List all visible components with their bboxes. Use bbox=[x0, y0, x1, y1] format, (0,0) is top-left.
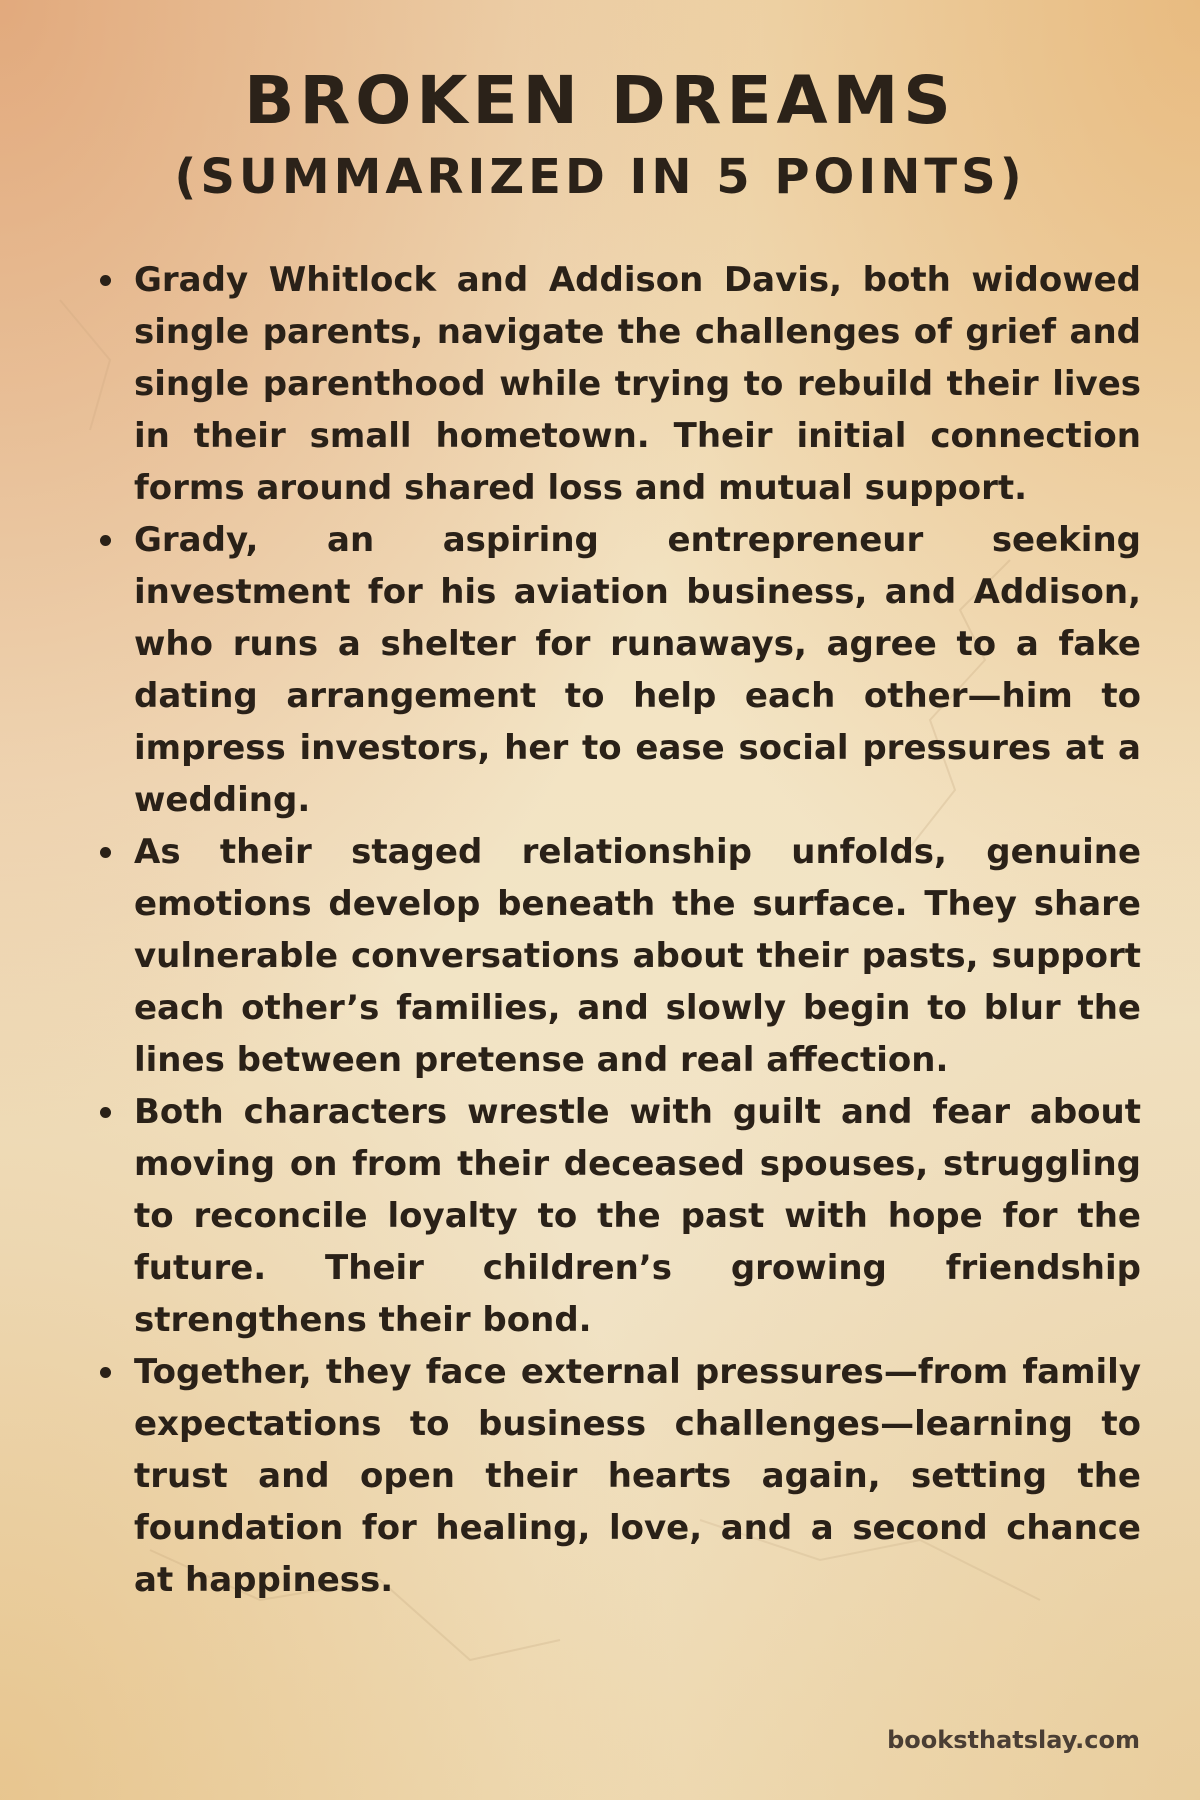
summary-point-text: As their staged relationship unfolds, genuine emotions develop beneath the surface. They share vulnerable conversations about their pasts, support each other’s families, and slowly begin to blur the lines between pretense and real affection. bbox=[134, 832, 1141, 1080]
summary-point-text: Both characters wrestle with guilt and fear about moving on from their deceased spouses, struggling to reconcile loyalty to the past with hope for the future. Their children’s growing friendship strengthens their bond. bbox=[134, 1092, 1141, 1340]
title-block bbox=[0, 58, 1200, 210]
bullet-icon bbox=[100, 1107, 111, 1118]
page-title: BROKEN DREAMS bbox=[244, 62, 956, 139]
bullet-icon bbox=[100, 275, 111, 286]
summary-point-text: Grady, an aspiring entrepreneur seeking investment for his aviation business, and Addison, who runs a shelter for runaways, agree to a fake dating arrangement to help each other—him to impress investors, her to ease social pressures at a wedding. bbox=[134, 520, 1141, 820]
summary-point-1 bbox=[100, 254, 1141, 514]
site-watermark: booksthatslay.com bbox=[887, 1726, 1140, 1754]
summary-point-2 bbox=[100, 514, 1141, 826]
summary-point-3 bbox=[100, 826, 1141, 1086]
summary-points-list bbox=[100, 254, 1141, 1606]
summary-point-text: Grady Whitlock and Addison Davis, both widowed single parents, navigate the challenges of grief and single parenthood while trying to rebuild their lives in their small hometown. Their initial connection forms around shared loss and mutual support. bbox=[134, 260, 1141, 508]
bullet-icon bbox=[100, 847, 111, 858]
bullet-icon bbox=[100, 535, 111, 546]
bullet-icon bbox=[100, 1367, 111, 1378]
summary-point-text: Together, they face external pressures—from family expectations to business challenges—learning to trust and open their hearts again, setting the foundation for healing, love, and a second chance at happiness. bbox=[134, 1352, 1141, 1600]
summary-point-4 bbox=[100, 1086, 1141, 1346]
page-subtitle: (SUMMARIZED IN 5 POINTS) bbox=[174, 149, 1026, 205]
summary-point-5 bbox=[100, 1346, 1141, 1606]
